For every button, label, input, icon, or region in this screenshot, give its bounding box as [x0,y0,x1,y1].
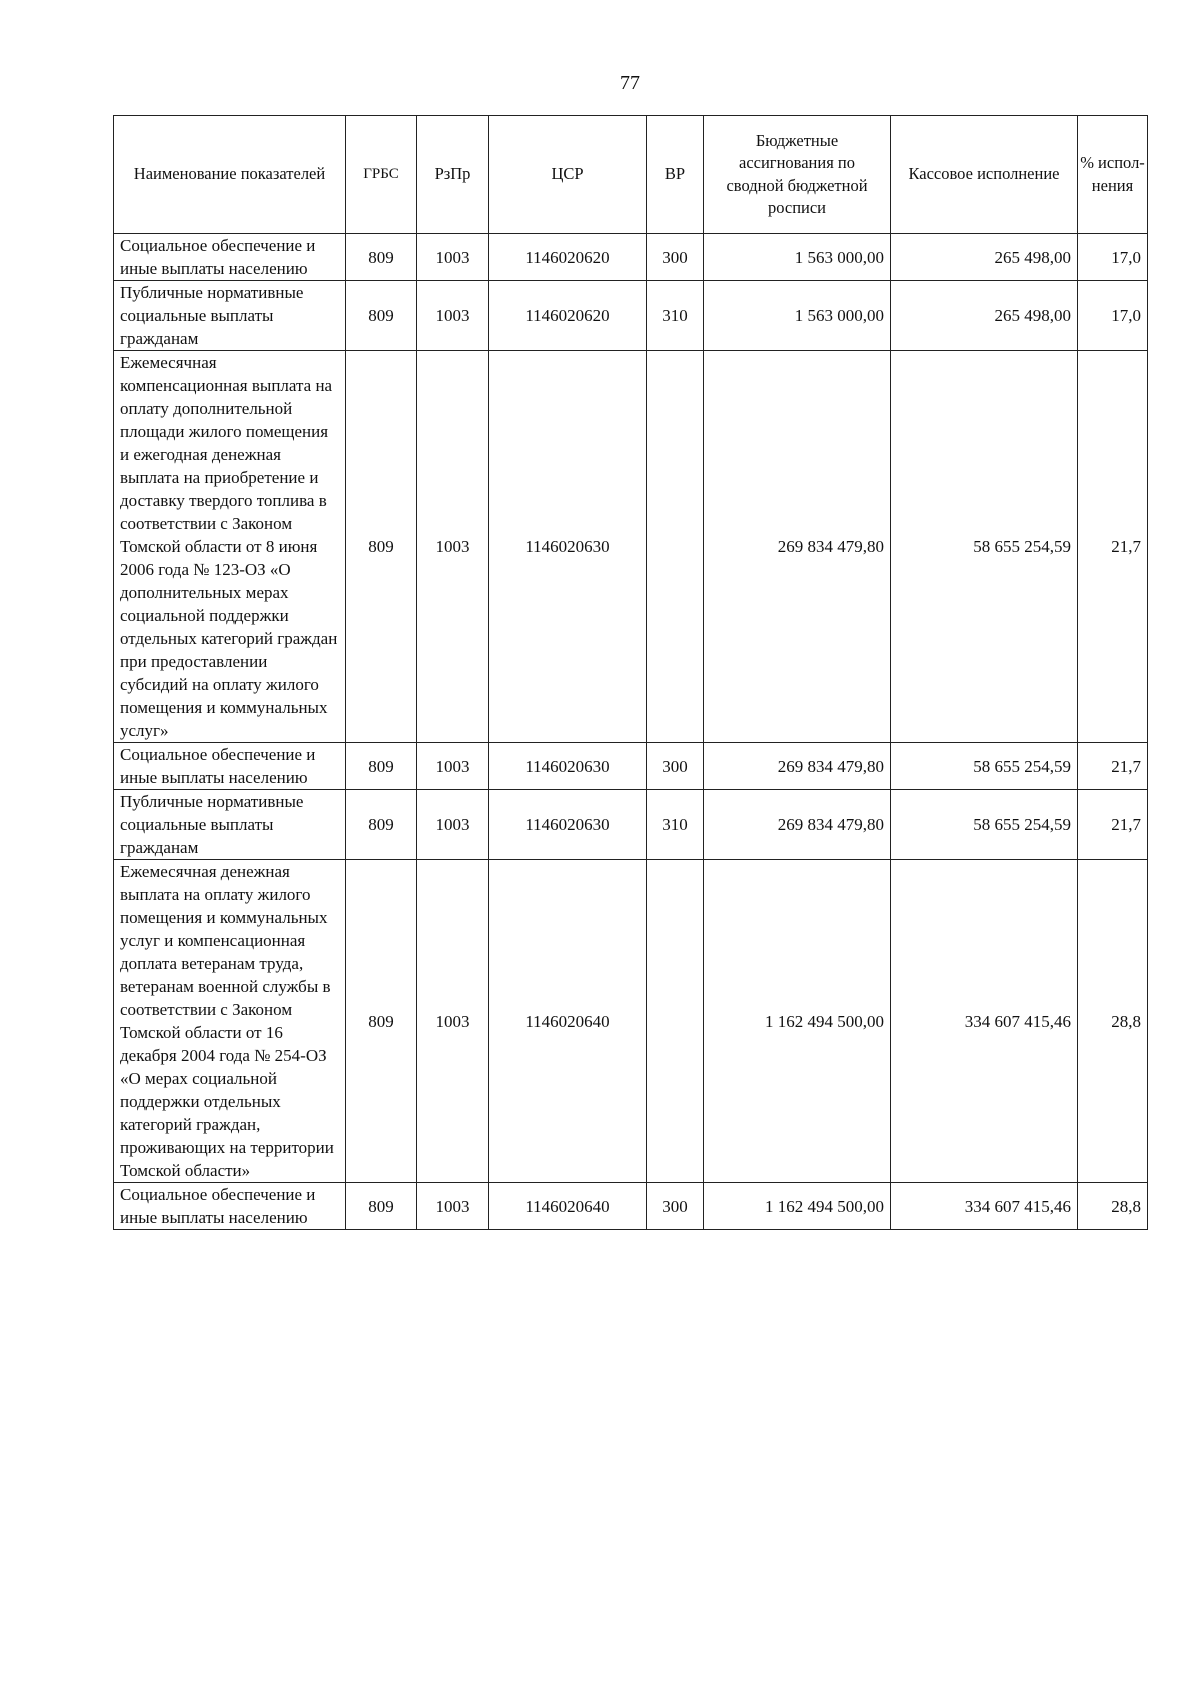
row-assignments: 1 563 000,00 [704,281,891,351]
row-rzpr: 1003 [417,281,489,351]
row-name: Ежемесячная денежная выплата на оплату жилого помещения и коммунальных услуг и компенсационная доплата ветеранам труда, ветеранам военной службы в соответствии с Законом Томской области от 16 декабря 2004 года № 254-ОЗ «О мерах социальной поддержки отдельных категорий граждан, проживающих на территории Томской области» [114,860,346,1183]
row-percent: 17,0 [1078,281,1148,351]
row-vr: 310 [647,281,704,351]
row-grbs: 809 [346,234,417,281]
row-rzpr: 1003 [417,860,489,1183]
row-vr: 300 [647,234,704,281]
header-cash-execution: Кассовое исполнение [891,116,1078,234]
row-rzpr: 1003 [417,743,489,790]
row-grbs: 809 [346,860,417,1183]
row-percent: 17,0 [1078,234,1148,281]
row-grbs: 809 [346,281,417,351]
row-assignments: 1 563 000,00 [704,234,891,281]
row-assignments: 1 162 494 500,00 [704,1183,891,1230]
row-csr: 1146020640 [489,860,647,1183]
row-cash-execution: 265 498,00 [891,281,1078,351]
row-cash-execution: 58 655 254,59 [891,351,1078,743]
row-name: Социальное обеспечение и иные выплаты населению [114,1183,346,1230]
row-percent: 21,7 [1078,351,1148,743]
row-vr: 300 [647,1183,704,1230]
header-percent-execution: % испол-нения [1078,116,1148,234]
table-row [114,351,1148,743]
page-number: 77 [620,72,640,94]
row-grbs: 809 [346,743,417,790]
row-rzpr: 1003 [417,790,489,860]
table-row [114,234,1148,281]
budget-execution-table [113,115,1148,1230]
row-vr: 310 [647,790,704,860]
row-percent: 21,7 [1078,743,1148,790]
row-percent: 28,8 [1078,1183,1148,1230]
row-rzpr: 1003 [417,234,489,281]
header-name: Наименование показателей [114,116,346,234]
header-csr: ЦСР [489,116,647,234]
row-vr: 300 [647,743,704,790]
row-grbs: 809 [346,790,417,860]
row-assignments: 269 834 479,80 [704,790,891,860]
header-assignments: Бюджетные ассигнования по сводной бюджетной росписи [704,116,891,234]
row-csr: 1146020630 [489,790,647,860]
row-cash-execution: 265 498,00 [891,234,1078,281]
header-grbs: ГРБС [346,116,417,234]
row-name: Публичные нормативные социальные выплаты гражданам [114,281,346,351]
row-name: Социальное обеспечение и иные выплаты населению [114,234,346,281]
row-vr [647,860,704,1183]
row-csr: 1146020630 [489,351,647,743]
table-row [114,281,1148,351]
row-name: Социальное обеспечение и иные выплаты населению [114,743,346,790]
row-grbs: 809 [346,1183,417,1230]
row-csr: 1146020620 [489,281,647,351]
row-name: Публичные нормативные социальные выплаты гражданам [114,790,346,860]
row-assignments: 269 834 479,80 [704,351,891,743]
table-row [114,1183,1148,1230]
row-name: Ежемесячная компенсационная выплата на оплату дополнительной площади жилого помещения и ежегодная денежная выплата на приобретение и доставку твердого топлива в соответствии с Законом Томской области от 8 июня 2006 года № 123-ОЗ «О дополнительных мерах социальной поддержки отдельных категорий граждан при предоставлении субсидий на оплату жилого помещения и коммунальных услуг» [114,351,346,743]
row-percent: 21,7 [1078,790,1148,860]
row-grbs: 809 [346,351,417,743]
row-csr: 1146020620 [489,234,647,281]
table-row [114,743,1148,790]
row-percent: 28,8 [1078,860,1148,1183]
row-cash-execution: 58 655 254,59 [891,790,1078,860]
row-cash-execution: 334 607 415,46 [891,860,1078,1183]
row-cash-execution: 58 655 254,59 [891,743,1078,790]
row-rzpr: 1003 [417,351,489,743]
row-assignments: 269 834 479,80 [704,743,891,790]
header-rzpr: РзПр [417,116,489,234]
row-rzpr: 1003 [417,1183,489,1230]
row-csr: 1146020640 [489,1183,647,1230]
row-cash-execution: 334 607 415,46 [891,1183,1078,1230]
row-csr: 1146020630 [489,743,647,790]
table-row [114,860,1148,1183]
header-vr: ВР [647,116,704,234]
row-assignments: 1 162 494 500,00 [704,860,891,1183]
row-vr [647,351,704,743]
table-header-row [114,116,1148,234]
table-row [114,790,1148,860]
